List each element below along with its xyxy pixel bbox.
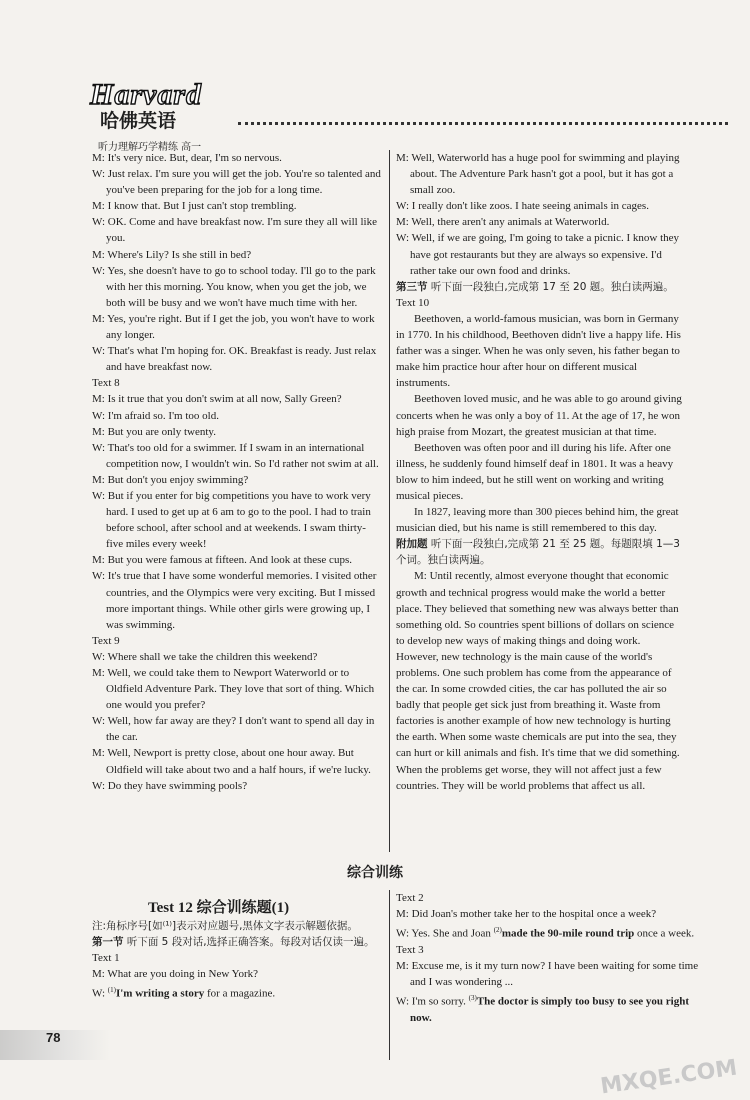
right-column xyxy=(396,150,683,794)
col1-line: M: But you were famous at fifteen. And look at these cups. xyxy=(92,554,352,567)
watermark-logo: MXQE.COM xyxy=(599,1055,740,1100)
col2-line: M: Well, Waterworld has a huge pool for swimming and playing about. The Adventure Park hasn't got a pool, but it has got a small zoo. xyxy=(396,152,680,197)
col1-line: W: Do they have swimming pools? xyxy=(92,779,248,792)
col1-line: W: Well, how far away are they? I don't want to spend all day in the car. xyxy=(92,715,375,744)
text-heading: Text 1 xyxy=(92,952,120,965)
paragraph: Beethoven was often poor and ill during his life. After one illness, he suddenly found himself deaf in 1801. It was a heavy blow to him indeed, but he still went on working and writing musical pieces. xyxy=(396,441,674,502)
col1-line: W: Yes, she doesn't have to go to school today. I'll go to the park with her this morning. You know, when you get the job, we both will be busy and we won't have much time with her. xyxy=(92,264,376,309)
left-column xyxy=(92,150,382,794)
note: 注:角标序号[如⁽¹⁾]表示对应题号,黑体文字表示解题依据。 xyxy=(92,920,358,932)
dialogue-line xyxy=(92,982,382,1002)
col1-line: W: I'm afraid so. I'm too old. xyxy=(92,409,219,422)
col1-line: M: But you are only twenty. xyxy=(92,425,216,438)
col1-line: W: That's what I'm hoping for. OK. Breakfast is ready. Just relax and have breakfast now. xyxy=(92,345,377,374)
book-subtitle: 听力理解巧学精练 高一 xyxy=(98,142,202,153)
col1-line: M: Is it true that you don't swim at all now, Sally Green? xyxy=(92,393,342,406)
section-1-instruction xyxy=(92,934,382,950)
col1-line: M: But don't you enjoy swimming? xyxy=(92,473,249,486)
col1-line: M: Yes, you're right. But if I get the job, you won't have to work any longer. xyxy=(92,312,375,342)
col2-line: W: Well, if we are going, I'm going to take a picnic. I know they have got restaurants but they are always so expensive. I'd rather take our own food and drinks. xyxy=(396,232,680,277)
section-3-instruction xyxy=(396,279,683,295)
page-number: 78 xyxy=(46,1030,61,1045)
section-3-text: 听下面一段独白,完成第 17 至 20 题。独白读两遍。 xyxy=(430,280,674,293)
col2-line: M: Well, there aren't any animals at Waterworld. xyxy=(396,216,610,229)
col1-line: M: Where's Lily? Is she still in bed? xyxy=(92,248,252,261)
col1-line: W: But if you enter for big competitions you have to work very hard. I used to get up at 6 am to go to the pool. I had to train before school, after school and at weekends. I swam thirty-five miles every week! xyxy=(92,489,371,551)
question-number: (1) xyxy=(107,986,116,995)
col1-line: M: I know that. But I just can't stop trembling. xyxy=(92,200,297,213)
column-divider xyxy=(389,150,390,852)
col1-line: M: It's very nice. But, dear, I'm so nervous. xyxy=(92,152,282,164)
line-rest: for a magazine. xyxy=(204,988,276,1001)
monologue: M: Until recently, almost everyone thought that economic growth and technical progress would make the world a better place. They believed that something new was always better than something old. So countries spent billions of dollars on science to develop new ways of making things and doing work. However, new technology is the main cause of the world's problems. One such problem has come from the appearance of the car. In some crowded cities, the car has polluted the air so badly that people get sick just from breathing it. Waste from factories is another example of how new technology is hurting the earth. When some waste chemicals are put into the sea, they can hurt or kill animals and fish. It's time that we did something. When the problems get worse, they will not affect just a few countries. They will be world problems that affect us all. xyxy=(396,570,680,792)
section-1-text: 听下面 5 段对话,选择正确答案。每段对话仅读一遍。 xyxy=(126,936,375,949)
speaker: W: xyxy=(92,988,108,1001)
bottom-right-column xyxy=(396,890,706,1026)
line-rest: once a week. xyxy=(634,927,695,940)
section-3-label: 第三节 xyxy=(396,280,428,293)
col2-line: W: I really don't like zoos. I hate seeing animals in cages. xyxy=(396,200,649,213)
text-heading: Text 3 xyxy=(396,943,424,956)
answer-basis: made the 90-mile round trip xyxy=(501,927,635,940)
text-heading: Text 10 xyxy=(396,296,430,309)
col1-line: W: OK. Come and have breakfast now. I'm sure they all will like you. xyxy=(92,216,377,245)
text-heading: Text 9 xyxy=(92,634,120,647)
extra-label: 附加题 xyxy=(396,538,428,551)
paragraph: Beethoven loved music, and he was able to go around giving concerts when he was only a boy of 11. At the age of 17, he won high praise from Mozart, the greatest musician at that time. xyxy=(396,393,682,438)
answer-basis: The doctor is simply too busy to see you right now. xyxy=(410,995,689,1024)
answer-basis: I'm writing a story xyxy=(115,988,205,1001)
paragraph: Beethoven, a world-famous musician, was born in Germany in 1770. In his childhood, Beethoven didn't live a happy life. His father was a singer. When he was only seven, his father began to make him practice hour after hour on different musical instruments. xyxy=(396,312,681,390)
question-number: (3) xyxy=(468,994,477,1003)
brand-logo xyxy=(90,80,240,153)
paragraph: In 1827, leaving more than 300 pieces behind him, the great musician died, but his name is still remembered to this day. xyxy=(396,506,679,535)
dialogue-line xyxy=(396,922,706,942)
text-heading: Text 8 xyxy=(92,377,120,390)
brand-name-cn: 哈佛英语 xyxy=(100,110,177,132)
speaker: W: Yes. She and Joan xyxy=(396,927,494,940)
bottom-left-column xyxy=(92,918,382,1002)
col1-line: M: Well, we could take them to Newport Waterworld or to Oldfield Adventure Park. They love that sort of thing. Which one would you prefer? xyxy=(92,667,375,712)
speaker: W: I'm so sorry. xyxy=(396,995,469,1008)
test-title: Test 12 综合训练题(1) xyxy=(148,900,290,916)
extra-instruction xyxy=(396,536,683,568)
question-number: (2) xyxy=(493,926,502,935)
section-1-label: 第一节 xyxy=(92,936,124,949)
dialogue-line: M: Did Joan's mother take her to the hospital once a week? xyxy=(396,908,657,921)
text-heading: Text 2 xyxy=(396,892,424,904)
col1-line: W: Just relax. I'm sure you will get the job. You're so talented and you've been preparing for the job for a long time. xyxy=(92,168,381,197)
dialogue-line xyxy=(396,990,706,1026)
extra-text: 听下面一段独白,完成第 21 至 25 题。每题限填 1—3 个词。独白读两遍。 xyxy=(396,538,680,567)
section-title: 综合训练 xyxy=(347,865,403,881)
column-divider xyxy=(389,890,390,1060)
col1-line: W: It's true that I have some wonderful memories. I visited other countries, and the Olympics were very exciting. But I missed more important things. While other girls were growing up, I was swimming. xyxy=(92,570,377,631)
dialogue-line: M: What are you doing in New York? xyxy=(92,968,258,981)
brand-name: Harvard xyxy=(90,78,202,111)
col1-line: W: That's too old for a swimmer. If I swam in an international competition now, I wouldn't win. So I'd rather not swim at all. xyxy=(92,441,379,470)
col1-line: W: Where shall we take the children this weekend? xyxy=(92,650,318,663)
dialogue-line: M: Excuse me, is it my turn now? I have been waiting for some time and I was wondering ... xyxy=(396,960,699,989)
header-dotted-rule xyxy=(238,122,728,125)
col1-line: M: Well, Newport is pretty close, about one hour away. But Oldfield will take about two and a half hours, if we're lucky. xyxy=(92,747,371,776)
